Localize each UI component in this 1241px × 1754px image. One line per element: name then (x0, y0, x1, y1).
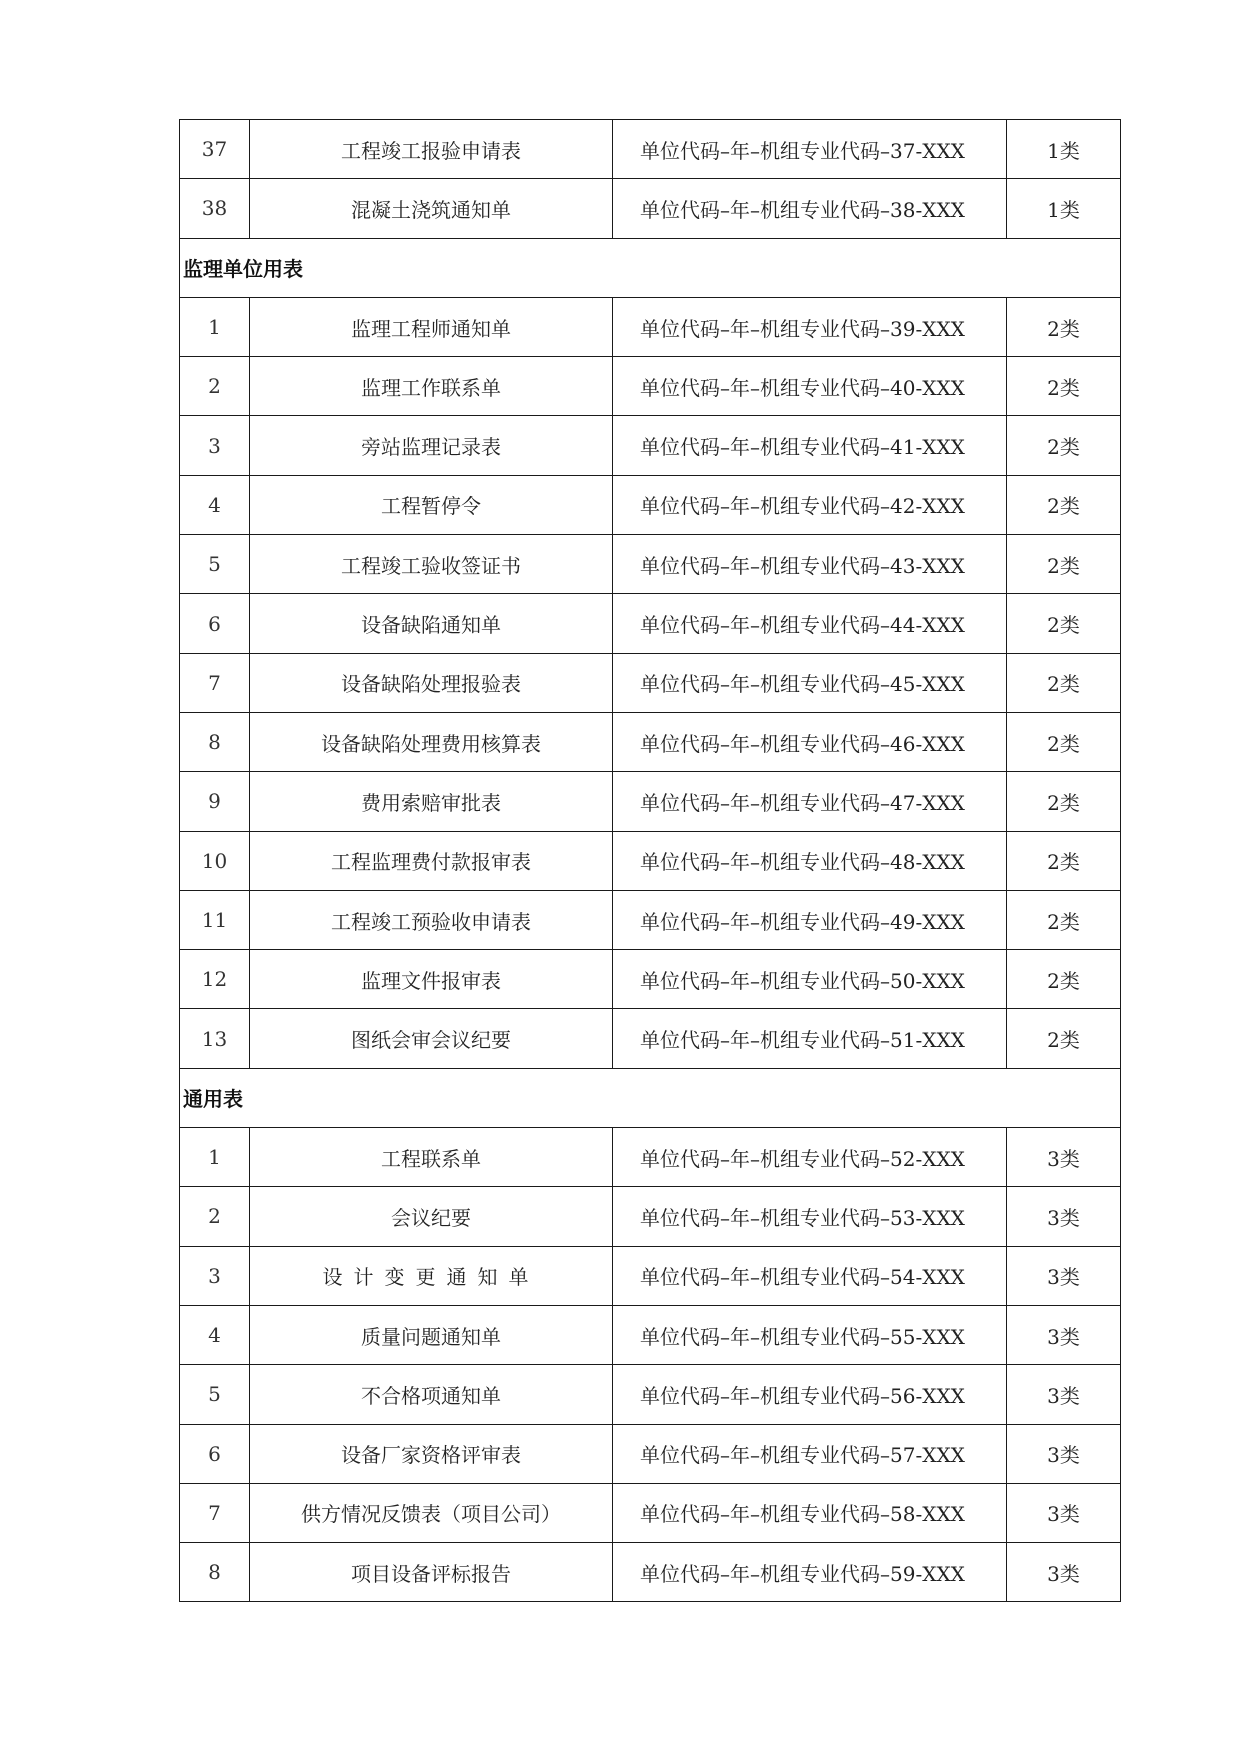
form-code: 单位代码–年–机组专业代码–56-XXX (613, 1365, 1007, 1424)
form-name: 旁站监理记录表 (250, 416, 613, 475)
section-title: 通用表 (180, 1068, 1121, 1127)
form-code: 单位代码–年–机组专业代码–38-XXX (613, 179, 1007, 238)
form-code: 单位代码–年–机组专业代码–58-XXX (613, 1483, 1007, 1542)
form-name: 供方情况反馈表（项目公司） (250, 1483, 613, 1542)
table-row (180, 1128, 1121, 1187)
table-row (180, 475, 1121, 534)
table-row (180, 950, 1121, 1009)
row-number: 3 (180, 1246, 250, 1305)
form-class: 2类 (1007, 357, 1121, 416)
table-row (180, 890, 1121, 949)
form-code: 单位代码–年–机组专业代码–46-XXX (613, 712, 1007, 771)
row-number: 12 (180, 950, 250, 1009)
form-code: 单位代码–年–机组专业代码–55-XXX (613, 1305, 1007, 1364)
form-class: 3类 (1007, 1128, 1121, 1187)
form-code: 单位代码–年–机组专业代码–53-XXX (613, 1187, 1007, 1246)
form-name: 设计变更通知单 (250, 1246, 613, 1305)
row-number: 5 (180, 1365, 250, 1424)
row-number: 7 (180, 653, 250, 712)
form-class: 3类 (1007, 1543, 1121, 1602)
table-row (180, 416, 1121, 475)
row-number: 4 (180, 475, 250, 534)
form-class: 3类 (1007, 1305, 1121, 1364)
row-number: 7 (180, 1483, 250, 1542)
form-name: 会议纪要 (250, 1187, 613, 1246)
form-class: 2类 (1007, 1009, 1121, 1068)
form-code: 单位代码–年–机组专业代码–47-XXX (613, 772, 1007, 831)
table-row (180, 1305, 1121, 1364)
form-code: 单位代码–年–机组专业代码–40-XXX (613, 357, 1007, 416)
form-code: 单位代码–年–机组专业代码–52-XXX (613, 1128, 1007, 1187)
form-class: 3类 (1007, 1424, 1121, 1483)
form-name: 工程竣工预验收申请表 (250, 890, 613, 949)
row-number: 6 (180, 1424, 250, 1483)
form-class: 2类 (1007, 297, 1121, 356)
table-row (180, 1543, 1121, 1602)
table-row (180, 594, 1121, 653)
table-row (180, 1365, 1121, 1424)
form-class: 2类 (1007, 950, 1121, 1009)
form-name: 设备缺陷处理费用核算表 (250, 712, 613, 771)
section-header-row (180, 1068, 1121, 1127)
form-code: 单位代码–年–机组专业代码–37-XXX (613, 120, 1007, 179)
row-number: 3 (180, 416, 250, 475)
table-row (180, 1187, 1121, 1246)
form-class: 2类 (1007, 416, 1121, 475)
form-code: 单位代码–年–机组专业代码–54-XXX (613, 1246, 1007, 1305)
table-row (180, 712, 1121, 771)
form-name: 工程竣工报验申请表 (250, 120, 613, 179)
form-name: 设备厂家资格评审表 (250, 1424, 613, 1483)
form-name: 工程监理费付款报审表 (250, 831, 613, 890)
form-name: 监理工作联系单 (250, 357, 613, 416)
form-class: 2类 (1007, 475, 1121, 534)
table-row (180, 535, 1121, 594)
table-row (180, 1246, 1121, 1305)
form-class: 3类 (1007, 1483, 1121, 1542)
form-class: 3类 (1007, 1246, 1121, 1305)
form-list-body (180, 120, 1121, 1602)
form-name: 工程联系单 (250, 1128, 613, 1187)
form-code: 单位代码–年–机组专业代码–59-XXX (613, 1543, 1007, 1602)
row-number: 5 (180, 535, 250, 594)
table-row (180, 179, 1121, 238)
form-class: 2类 (1007, 594, 1121, 653)
form-name: 监理工程师通知单 (250, 297, 613, 356)
table-row (180, 1424, 1121, 1483)
form-name: 费用索赔审批表 (250, 772, 613, 831)
form-class: 2类 (1007, 712, 1121, 771)
table-row (180, 120, 1121, 179)
form-code: 单位代码–年–机组专业代码–39-XXX (613, 297, 1007, 356)
form-class: 1类 (1007, 120, 1121, 179)
form-class: 3类 (1007, 1187, 1121, 1246)
row-number: 9 (180, 772, 250, 831)
row-number: 11 (180, 890, 250, 949)
row-number: 10 (180, 831, 250, 890)
form-code: 单位代码–年–机组专业代码–41-XXX (613, 416, 1007, 475)
form-name: 图纸会审会议纪要 (250, 1009, 613, 1068)
section-title: 监理单位用表 (180, 238, 1121, 297)
form-class: 2类 (1007, 653, 1121, 712)
form-class: 1类 (1007, 179, 1121, 238)
row-number: 2 (180, 1187, 250, 1246)
form-code: 单位代码–年–机组专业代码–43-XXX (613, 535, 1007, 594)
row-number: 1 (180, 297, 250, 356)
form-code: 单位代码–年–机组专业代码–49-XXX (613, 890, 1007, 949)
form-name: 设备缺陷通知单 (250, 594, 613, 653)
table-row (180, 653, 1121, 712)
form-name: 工程暂停令 (250, 475, 613, 534)
table-row (180, 1483, 1121, 1542)
row-number: 8 (180, 1543, 250, 1602)
row-number: 4 (180, 1305, 250, 1364)
form-name: 混凝土浇筑通知单 (250, 179, 613, 238)
row-number: 13 (180, 1009, 250, 1068)
form-code: 单位代码–年–机组专业代码–48-XXX (613, 831, 1007, 890)
form-class: 2类 (1007, 831, 1121, 890)
form-code: 单位代码–年–机组专业代码–45-XXX (613, 653, 1007, 712)
form-name: 监理文件报审表 (250, 950, 613, 1009)
row-number: 1 (180, 1128, 250, 1187)
form-code: 单位代码–年–机组专业代码–50-XXX (613, 950, 1007, 1009)
row-number: 2 (180, 357, 250, 416)
section-header-row (180, 238, 1121, 297)
row-number: 6 (180, 594, 250, 653)
form-class: 2类 (1007, 890, 1121, 949)
form-name: 项目设备评标报告 (250, 1543, 613, 1602)
form-class: 2类 (1007, 535, 1121, 594)
table-row (180, 772, 1121, 831)
form-class: 2类 (1007, 772, 1121, 831)
table-row (180, 357, 1121, 416)
form-code: 单位代码–年–机组专业代码–42-XXX (613, 475, 1007, 534)
form-code: 单位代码–年–机组专业代码–57-XXX (613, 1424, 1007, 1483)
form-code: 单位代码–年–机组专业代码–44-XXX (613, 594, 1007, 653)
table-row (180, 831, 1121, 890)
table-row (180, 297, 1121, 356)
form-name: 设备缺陷处理报验表 (250, 653, 613, 712)
form-name: 质量问题通知单 (250, 1305, 613, 1364)
row-number: 37 (180, 120, 250, 179)
table-row (180, 1009, 1121, 1068)
form-name: 工程竣工验收签证书 (250, 535, 613, 594)
row-number: 8 (180, 712, 250, 771)
form-list-page (179, 119, 1121, 1602)
form-name: 不合格项通知单 (250, 1365, 613, 1424)
form-list-table (179, 119, 1121, 1602)
row-number: 38 (180, 179, 250, 238)
form-code: 单位代码–年–机组专业代码–51-XXX (613, 1009, 1007, 1068)
form-class: 3类 (1007, 1365, 1121, 1424)
